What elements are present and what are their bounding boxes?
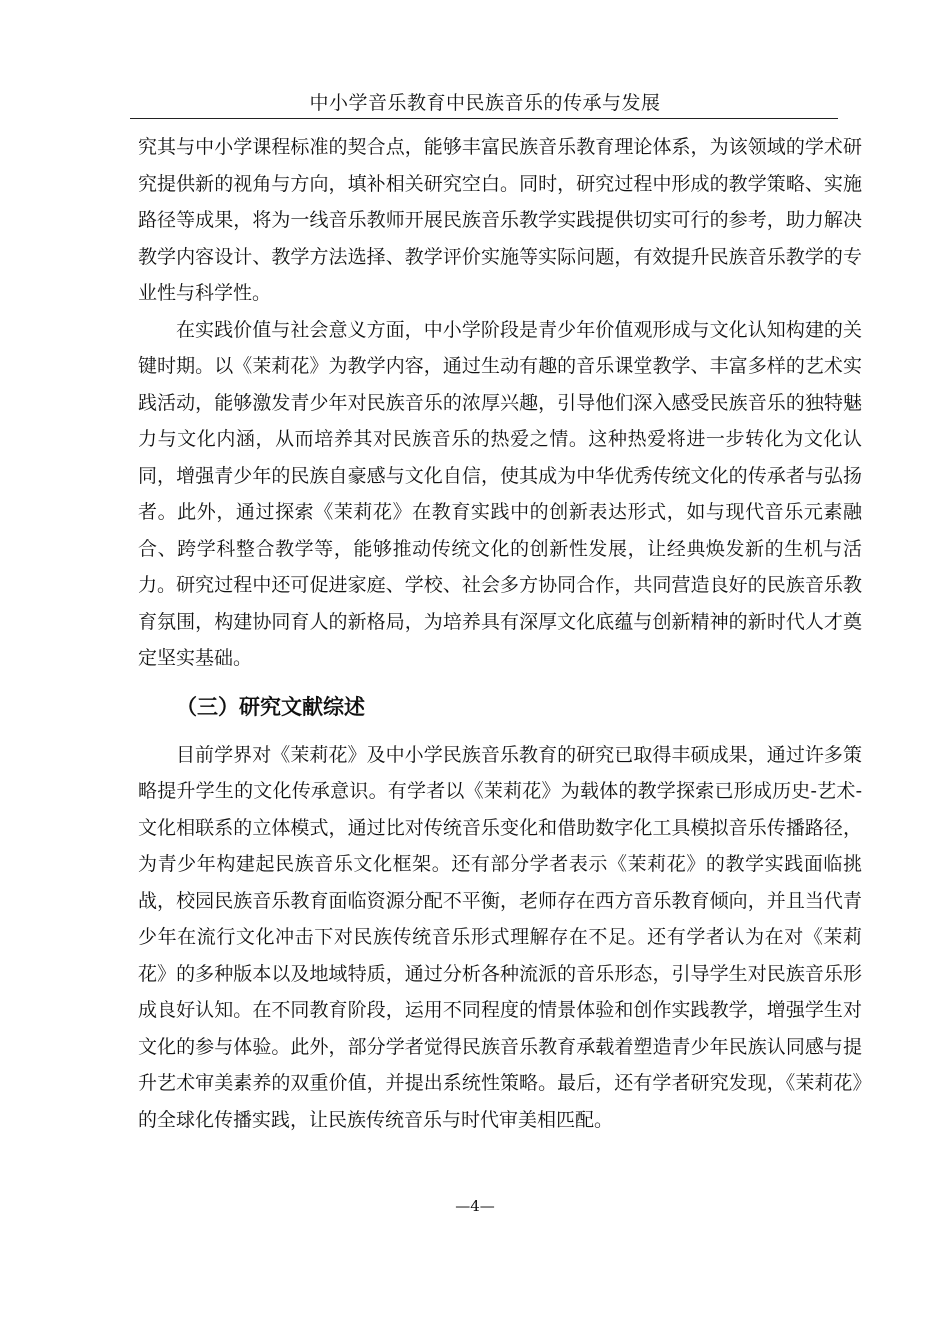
paragraph-literature-review: 目前学界对《茉莉花》及中小学民族音乐教育的研究已取得丰硕成果，通过许多策略提升学生的文化传承意识。有学者以《茉莉花》为载体的教学探索已形成历史-艺术-文化相联系的立体模式，通过比对传统音乐变化和借助数字化工具模拟音乐传播路径，为青少年构建起民族音乐文化框架。还有部分学者表示《茉莉花》的教学实践面临挑战，校园民族音乐教育面临资源分配不平衡，老师存在西方音乐教育倾向，并且当代青少年在流行文化冲击下对民族传统音乐形式理解存在不足。还有学者认为在对《茉莉花》的多种版本以及地域特质，通过分析各种流派的音乐形态，引导学生对民族音乐形成良好认知。在不同教育阶段，运用不同程度的情景体验和创作实践教学，增强学生对文化的参与体验。此外，部分学者觉得民族音乐教育承载着塑造青少年民族认同感与提升艺术审美素养的双重价值，并提出系统性策略。最后，还有学者研究发现，《茉莉花》的全球化传播实践，让民族传统音乐与时代审美相匹配。: [138, 743, 862, 1131]
document-body: [138, 129, 862, 1138]
header-divider: [130, 118, 838, 119]
section-heading-literature-review: （三）研究文献综述: [176, 694, 365, 719]
running-header: 中小学音乐教育中民族音乐的传承与发展: [309, 92, 661, 114]
paragraph-practice-value: 在实践价值与社会意义方面，中小学阶段是青少年价值观形成与文化认知构建的关键时期。以《茉莉花》为教学内容，通过生动有趣的音乐课堂教学、丰富多样的艺术实践活动，能够激发青少年对民族音乐的浓厚兴趣，引导他们深入感受民族音乐的独特魅力与文化内涵，从而培养其对民族音乐的热爱之情。这种热爱将进一步转化为文化认同，增强青少年的民族自豪感与文化自信，使其成为中华优秀传统文化的传承者与弘扬者。此外，通过探索《茉莉花》在教育实践中的创新表达形式，如与现代音乐元素融合、跨学科整合教学等，能够推动传统文化的创新性发展，让经典焕发新的生机与活力。研究过程中还可促进家庭、学校、社会多方协同合作，共同营造良好的民族音乐教育氛围，构建协同育人的新格局，为培养具有深厚文化底蕴与创新精神的新时代人才奠定坚实基础。: [138, 318, 862, 669]
page-number: —4—: [455, 1197, 495, 1215]
paragraph-continuation: 究其与中小学课程标准的契合点，能够丰富民族音乐教育理论体系，为该领域的学术研究提供新的视角与方向，填补相关研究空白。同时，研究过程中形成的教学策略、实施路径等成果，将为一线音乐教师开展民族音乐教学实践提供切实可行的参考，助力解决教学内容设计、教学方法选择、教学评价实施等实际问题，有效提升民族音乐教学的专业性与科学性。: [138, 136, 862, 304]
